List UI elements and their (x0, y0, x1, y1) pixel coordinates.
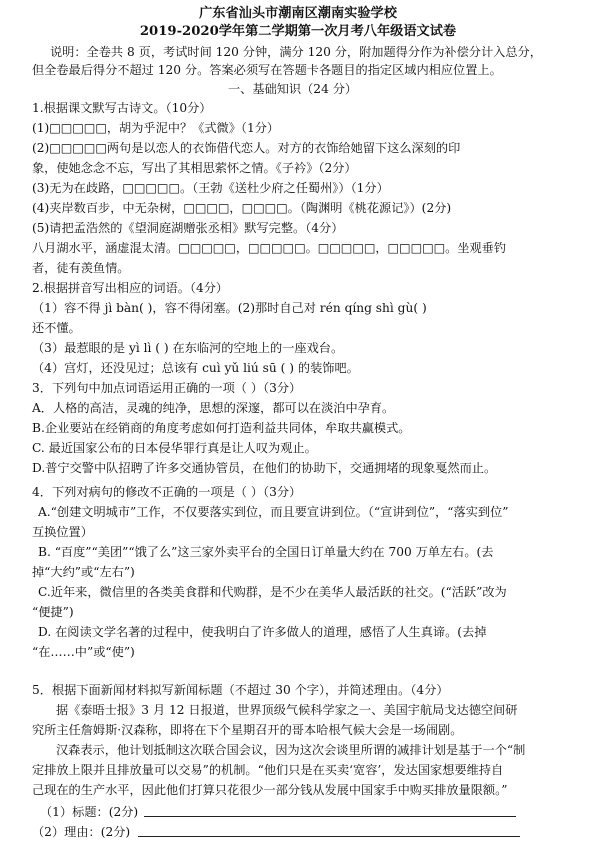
instructions-line-1: 说明：全卷共 8 页，考试时间 120 分钟，满分 120 分，附加题得分作为补偿分计入总分， (50, 45, 542, 59)
q5-paragraph-1-line-2: 究所主任詹姆斯·汉森称，即将在下个星期召开的哥本哈根气候大会是一场闹剧。 (32, 723, 463, 737)
q4-option-a-line-2: 互换位置） (32, 525, 93, 539)
reason-answer-line[interactable] (138, 836, 520, 837)
q1-item-3: (3)无为在歧路，□□□□□。（王勃《送杜少府之任蜀州》）（1分） (32, 181, 389, 195)
q5-stem: 5．根据下面新闻材料拟写新闻标题（不超过 30 个字），并简述理由。（4分） (32, 683, 449, 697)
q4-option-d-line-2: “在……中”或“使”) (32, 645, 135, 659)
q2-stem: 2.根据拼音写出相应的词语。（4分） (32, 281, 229, 295)
q1-item-2-line-2: 象，使她念念不忘，写出了其相思萦怀之情。《子衿》（2分） (32, 161, 357, 175)
q5-paragraph-1-line-1: 据《泰晤士报》3 月 12 日报道，世界顶级气候科学家之一、美国宇航局戈达德空间研 (56, 703, 518, 717)
q4-option-b-line-2: 掉“大约”或“左右”) (32, 565, 135, 579)
q1-item-1: (1)□□□□□，胡为乎泥中？《式微》（1分） (32, 121, 280, 135)
q5-title-label: （1）标题：(2分) (40, 805, 139, 819)
q2-line-3: （3）最惹眼的是 yì lì ( ) 在东临河的空地上的一座戏台。 (32, 341, 344, 355)
title-answer-line[interactable] (144, 816, 516, 817)
q2-line-4: （4）宫灯，还没见过；总该有 cuì yǔ liú sū ( ) 的装饰吧。 (32, 361, 359, 375)
q1-item-5-line-3: 者，徒有羡鱼情。 (32, 261, 130, 275)
q4-option-b-line-1: B. “百度”“美团”“饿了么”这三家外卖平台的全国日订单量大约在 700 万单左右。(去 (38, 545, 494, 559)
q1-item-5-line-2: 八月湖水平，涵虚混太清。□□□□□，□□□□□。□□□□□，□□□□□。坐观垂钓 (32, 241, 507, 255)
exam-title: 2019-2020学年第二学期第一次月考八年级语文试卷 (139, 24, 457, 39)
q5-paragraph-2-line-1: 汉森表示，他计划抵制这次联合国会议，因为这次会谈里所谓的减排计划是基于一个“制 (56, 743, 526, 757)
section-heading: 一、基础知识（24 分） (228, 82, 358, 96)
q3-option-b: B.企业要站在经销商的角度考虑如何打造利益共同体，牟取共赢模式。 (32, 421, 411, 435)
school-title: 广东省汕头市潮南区潮南实验学校 (199, 6, 397, 21)
q4-stem: 4．下列对病句的修改不正确的一项是（ ）（3分） (32, 485, 302, 499)
q4-option-c-line-2: “便捷”) (32, 605, 74, 619)
q5-reason-label: （2）理由：(2分) (32, 825, 131, 839)
q1-item-2-line-1: (2)□□□□□两句是以恋人的衣饰借代恋人。对方的衣饰给她留下这么深刻的印 (32, 141, 461, 155)
q4-option-a-line-1: A.“创建文明城市”工作，不仅要落实到位，而且要宣讲到位。（“宣讲到位”，“落实到位” (38, 505, 509, 519)
q5-paragraph-2-line-2: 定排放上限并且排放量可以交易”的机制。“他们只是在买卖‘宽容’，发达国家想要维持自 (32, 763, 504, 777)
q3-stem: 3．下列句中加点词语运用正确的一项（ ）（3分） (32, 381, 302, 395)
instructions-line-2: 但全卷最后得分不超过 120 分。答案必须写在答题卡各题目的指定区域内相应位置上。 (32, 63, 502, 77)
q4-option-c-line-1: C.近年来，微信里的各类美食群和代购群，是不少在美华人最活跃的社交。(“活跃”改为 (38, 585, 507, 599)
q1-item-5: (5)请把孟浩然的《望洞庭湖赠张丞相》默写完整。（4分） (32, 221, 344, 235)
q4-option-d-line-1: D. 在阅读文学名著的过程中，使我明白了许多做人的道理，感悟了人生真谛。(去掉 (38, 625, 487, 639)
q1-stem: 1.根据课文默写古诗文。（10分） (32, 101, 212, 115)
q3-option-c: C. 最近国家公布的日本侵华罪行真是让人叹为观止。 (32, 441, 317, 455)
q2-line-2: 还不懂。 (32, 321, 81, 335)
q3-option-d: D.普宁交警中队招聘了许多交通协管员，在他们的协助下，交通拥堵的现象戛然而止。 (32, 461, 497, 475)
q5-paragraph-2-line-3: 己现在的生产水平，因此他们打算只花很少一部分钱从发展中国家手中购买排放量限额。” (32, 783, 508, 797)
q3-option-a: A．人格的高洁，灵魂的纯净，思想的深邃，都可以在淡泊中孕育。 (32, 401, 395, 415)
q1-item-4: (4)夹岸数百步，中无杂树，□□□□，□□□□。（陶渊明《桃花源记》）(2分) (32, 201, 452, 215)
q2-line-1: （1）容不得 jì bàn( )，容不得闭塞。(2)那时自己对 rén qíng shì gù( ) (32, 301, 427, 315)
